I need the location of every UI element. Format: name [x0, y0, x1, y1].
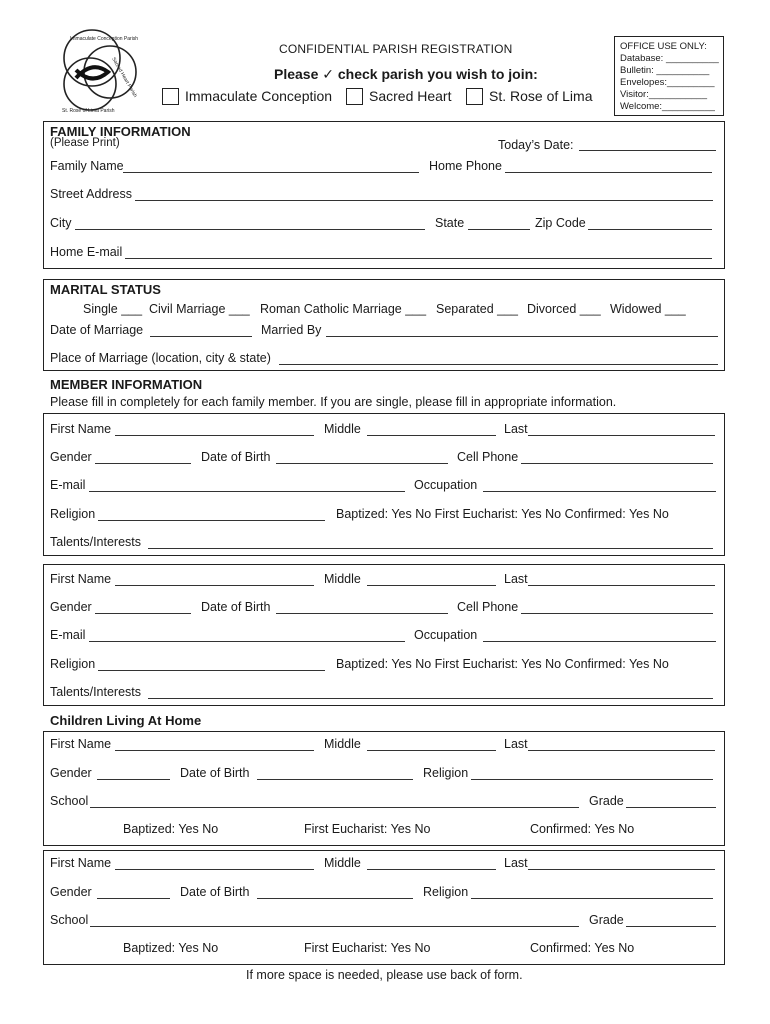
family-information-heading: FAMILY INFORMATION: [50, 124, 191, 139]
office-database: Database: __________: [620, 53, 719, 64]
office-bulletin: Bulletin: __________: [620, 65, 710, 76]
child-gender-label: Gender: [50, 885, 92, 899]
office-visitor: Visitor:___________: [620, 89, 707, 100]
child-last-label: Last: [504, 737, 528, 751]
office-welcome: Welcome:__________: [620, 101, 715, 112]
child-middle-field[interactable]: [367, 869, 496, 870]
home-email-field[interactable]: [125, 258, 712, 259]
date-of-marriage-label: Date of Marriage: [50, 323, 144, 337]
child-last-field[interactable]: [528, 750, 715, 751]
city-field[interactable]: [75, 229, 425, 230]
marital-widowed[interactable]: Widowed ___: [610, 302, 686, 316]
child-religion-label: Religion: [423, 766, 469, 780]
child-dob-field[interactable]: [257, 898, 413, 899]
member-dob-label: Date of Birth: [201, 450, 271, 464]
member-email-label: E-mail: [50, 628, 86, 642]
child-confirmed[interactable]: Confirmed: Yes No: [530, 941, 635, 955]
member-middle-field[interactable]: [367, 585, 496, 586]
member-email-field[interactable]: [89, 491, 405, 492]
logo-text-bottom: St. Rose of Lima Parish: [62, 108, 115, 114]
place-of-marriage-label: Place of Marriage (location, city & state): [50, 351, 271, 365]
member-religion-field[interactable]: [98, 520, 325, 521]
child-grade-label: Grade: [589, 913, 624, 927]
checkbox-st-rose-of-lima[interactable]: [466, 88, 483, 105]
child-dob-label: Date of Birth: [180, 885, 250, 899]
date-of-marriage-field[interactable]: [150, 336, 252, 337]
member-occupation-label: Occupation: [414, 628, 478, 642]
member-dob-field[interactable]: [276, 613, 448, 614]
child-middle-label: Middle: [324, 856, 361, 870]
child-baptized[interactable]: Baptized: Yes No: [123, 822, 219, 836]
child-school-field[interactable]: [90, 926, 579, 927]
todays-date-label: Today’s Date:: [498, 138, 574, 152]
member-cell-phone-label: Cell Phone: [457, 600, 519, 614]
state-field[interactable]: [468, 229, 530, 230]
member-gender-field[interactable]: [95, 463, 191, 464]
child-religion-label: Religion: [423, 885, 469, 899]
member-first-name-field[interactable]: [115, 585, 314, 586]
child-first-name-field[interactable]: [115, 869, 314, 870]
marital-single[interactable]: Single ___: [83, 302, 143, 316]
marital-divorced[interactable]: Divorced ___: [527, 302, 601, 316]
office-envelopes: Envelopes:_________: [620, 77, 715, 88]
marital-separated[interactable]: Separated ___: [436, 302, 519, 316]
member-occupation-field[interactable]: [483, 491, 716, 492]
child-gender-label: Gender: [50, 766, 92, 780]
member-email-label: E-mail: [50, 478, 86, 492]
child-school-label: School: [50, 913, 89, 927]
member-middle-field[interactable]: [367, 435, 496, 436]
please-check-instruction: Please ✓ check parish you wish to join:: [274, 66, 538, 82]
child-last-field[interactable]: [528, 869, 715, 870]
member-gender-label: Gender: [50, 450, 92, 464]
member-talents-field[interactable]: [148, 548, 713, 549]
member-first-name-label: First Name: [50, 422, 112, 436]
todays-date-field[interactable]: [579, 150, 716, 151]
child-first-name-field[interactable]: [115, 750, 314, 751]
member-religion-label: Religion: [50, 657, 96, 671]
member-religion-field[interactable]: [98, 670, 325, 671]
parish-immaculate-conception-label: Immaculate Conception: [185, 88, 333, 104]
member-sacraments[interactable]: Baptized: Yes No First Eucharist: Yes No Confirmed: Yes No: [336, 507, 669, 521]
family-information-section: [43, 121, 725, 269]
family-name-label: Family Name: [50, 159, 124, 173]
member-religion-label: Religion: [50, 507, 96, 521]
member-email-field[interactable]: [89, 641, 405, 642]
child-first-name-label: First Name: [50, 737, 112, 751]
member-last-label: Last: [504, 572, 528, 586]
office-use-box: [614, 36, 724, 116]
child-first-eucharist[interactable]: First Eucharist: Yes No: [304, 822, 431, 836]
child-confirmed[interactable]: Confirmed: Yes No: [530, 822, 635, 836]
member-middle-label: Middle: [324, 422, 361, 436]
home-phone-label: Home Phone: [429, 159, 502, 173]
street-address-label: Street Address: [50, 187, 132, 201]
child-grade-field[interactable]: [626, 807, 716, 808]
member-cell-phone-field[interactable]: [521, 613, 713, 614]
child-grade-field[interactable]: [626, 926, 716, 927]
member-gender-field[interactable]: [95, 613, 191, 614]
member-talents-label: Talents/Interests: [50, 535, 142, 549]
member-dob-field[interactable]: [276, 463, 448, 464]
child-religion-field[interactable]: [471, 779, 713, 780]
marital-status-heading: MARITAL STATUS: [50, 282, 161, 297]
child-middle-field[interactable]: [367, 750, 496, 751]
child-last-label: Last: [504, 856, 528, 870]
street-address-field[interactable]: [135, 200, 713, 201]
city-label: City: [50, 216, 72, 230]
child-gender-field[interactable]: [97, 779, 170, 780]
footer-note: If more space is needed, please use back of form.: [246, 968, 523, 982]
zip-code-field[interactable]: [588, 229, 712, 230]
child-dob-label: Date of Birth: [180, 766, 250, 780]
member-dob-label: Date of Birth: [201, 600, 271, 614]
place-of-marriage-field[interactable]: [279, 364, 718, 365]
member-information-heading: MEMBER INFORMATION: [50, 377, 203, 392]
member-last-label: Last: [504, 422, 528, 436]
logo-text-top: Immaculate Conception Parish: [70, 36, 139, 42]
parish-sacred-heart-label: Sacred Heart: [369, 88, 452, 104]
member-cell-phone-label: Cell Phone: [457, 450, 519, 464]
family-name-field[interactable]: [123, 172, 419, 173]
member-talents-label: Talents/Interests: [50, 685, 142, 699]
member-talents-field[interactable]: [148, 698, 713, 699]
member-instructions: Please fill in completely for each family member. If you are single, please fill in appropriate information.: [50, 395, 617, 409]
member-first-name-label: First Name: [50, 572, 112, 586]
marital-civil-marriage[interactable]: Civil Marriage ___: [149, 302, 250, 316]
member-last-field[interactable]: [528, 435, 715, 436]
please-print-note: (Please Print): [50, 137, 120, 149]
child-religion-field[interactable]: [471, 898, 713, 899]
home-email-label: Home E-mail: [50, 245, 123, 259]
child-grade-label: Grade: [589, 794, 624, 808]
married-by-field[interactable]: [326, 336, 718, 337]
state-label: State: [435, 216, 465, 230]
child-first-eucharist[interactable]: First Eucharist: Yes No: [304, 941, 431, 955]
zip-code-label: Zip Code: [535, 216, 586, 230]
member-gender-label: Gender: [50, 600, 92, 614]
marital-roman-catholic[interactable]: Roman Catholic Marriage ___: [260, 302, 427, 316]
child-dob-field[interactable]: [257, 779, 413, 780]
checkbox-immaculate-conception[interactable]: [162, 88, 179, 105]
child-school-label: School: [50, 794, 89, 808]
member-sacraments[interactable]: Baptized: Yes No First Eucharist: Yes No Confirmed: Yes No: [336, 657, 669, 671]
member-occupation-field[interactable]: [483, 641, 716, 642]
married-by-label: Married By: [261, 323, 322, 337]
parish-st-rose-label: St. Rose of Lima: [489, 88, 593, 104]
member-last-field[interactable]: [528, 585, 715, 586]
member-first-name-field[interactable]: [115, 435, 314, 436]
member-middle-label: Middle: [324, 572, 361, 586]
child-baptized[interactable]: Baptized: Yes No: [123, 941, 219, 955]
child-first-name-label: First Name: [50, 856, 112, 870]
child-middle-label: Middle: [324, 737, 361, 751]
logo-text-right: Sacred Heart Parish: [110, 56, 138, 99]
home-phone-field[interactable]: [505, 172, 712, 173]
parish-logo: [52, 26, 142, 116]
member-cell-phone-field[interactable]: [521, 463, 713, 464]
children-heading: Children Living At Home: [50, 713, 202, 728]
member-occupation-label: Occupation: [414, 478, 478, 492]
office-use-title: OFFICE USE ONLY:: [620, 41, 707, 52]
form-title: CONFIDENTIAL PARISH REGISTRATION: [279, 42, 513, 56]
child-gender-field[interactable]: [97, 898, 170, 899]
checkbox-sacred-heart[interactable]: [346, 88, 363, 105]
child-school-field[interactable]: [90, 807, 579, 808]
